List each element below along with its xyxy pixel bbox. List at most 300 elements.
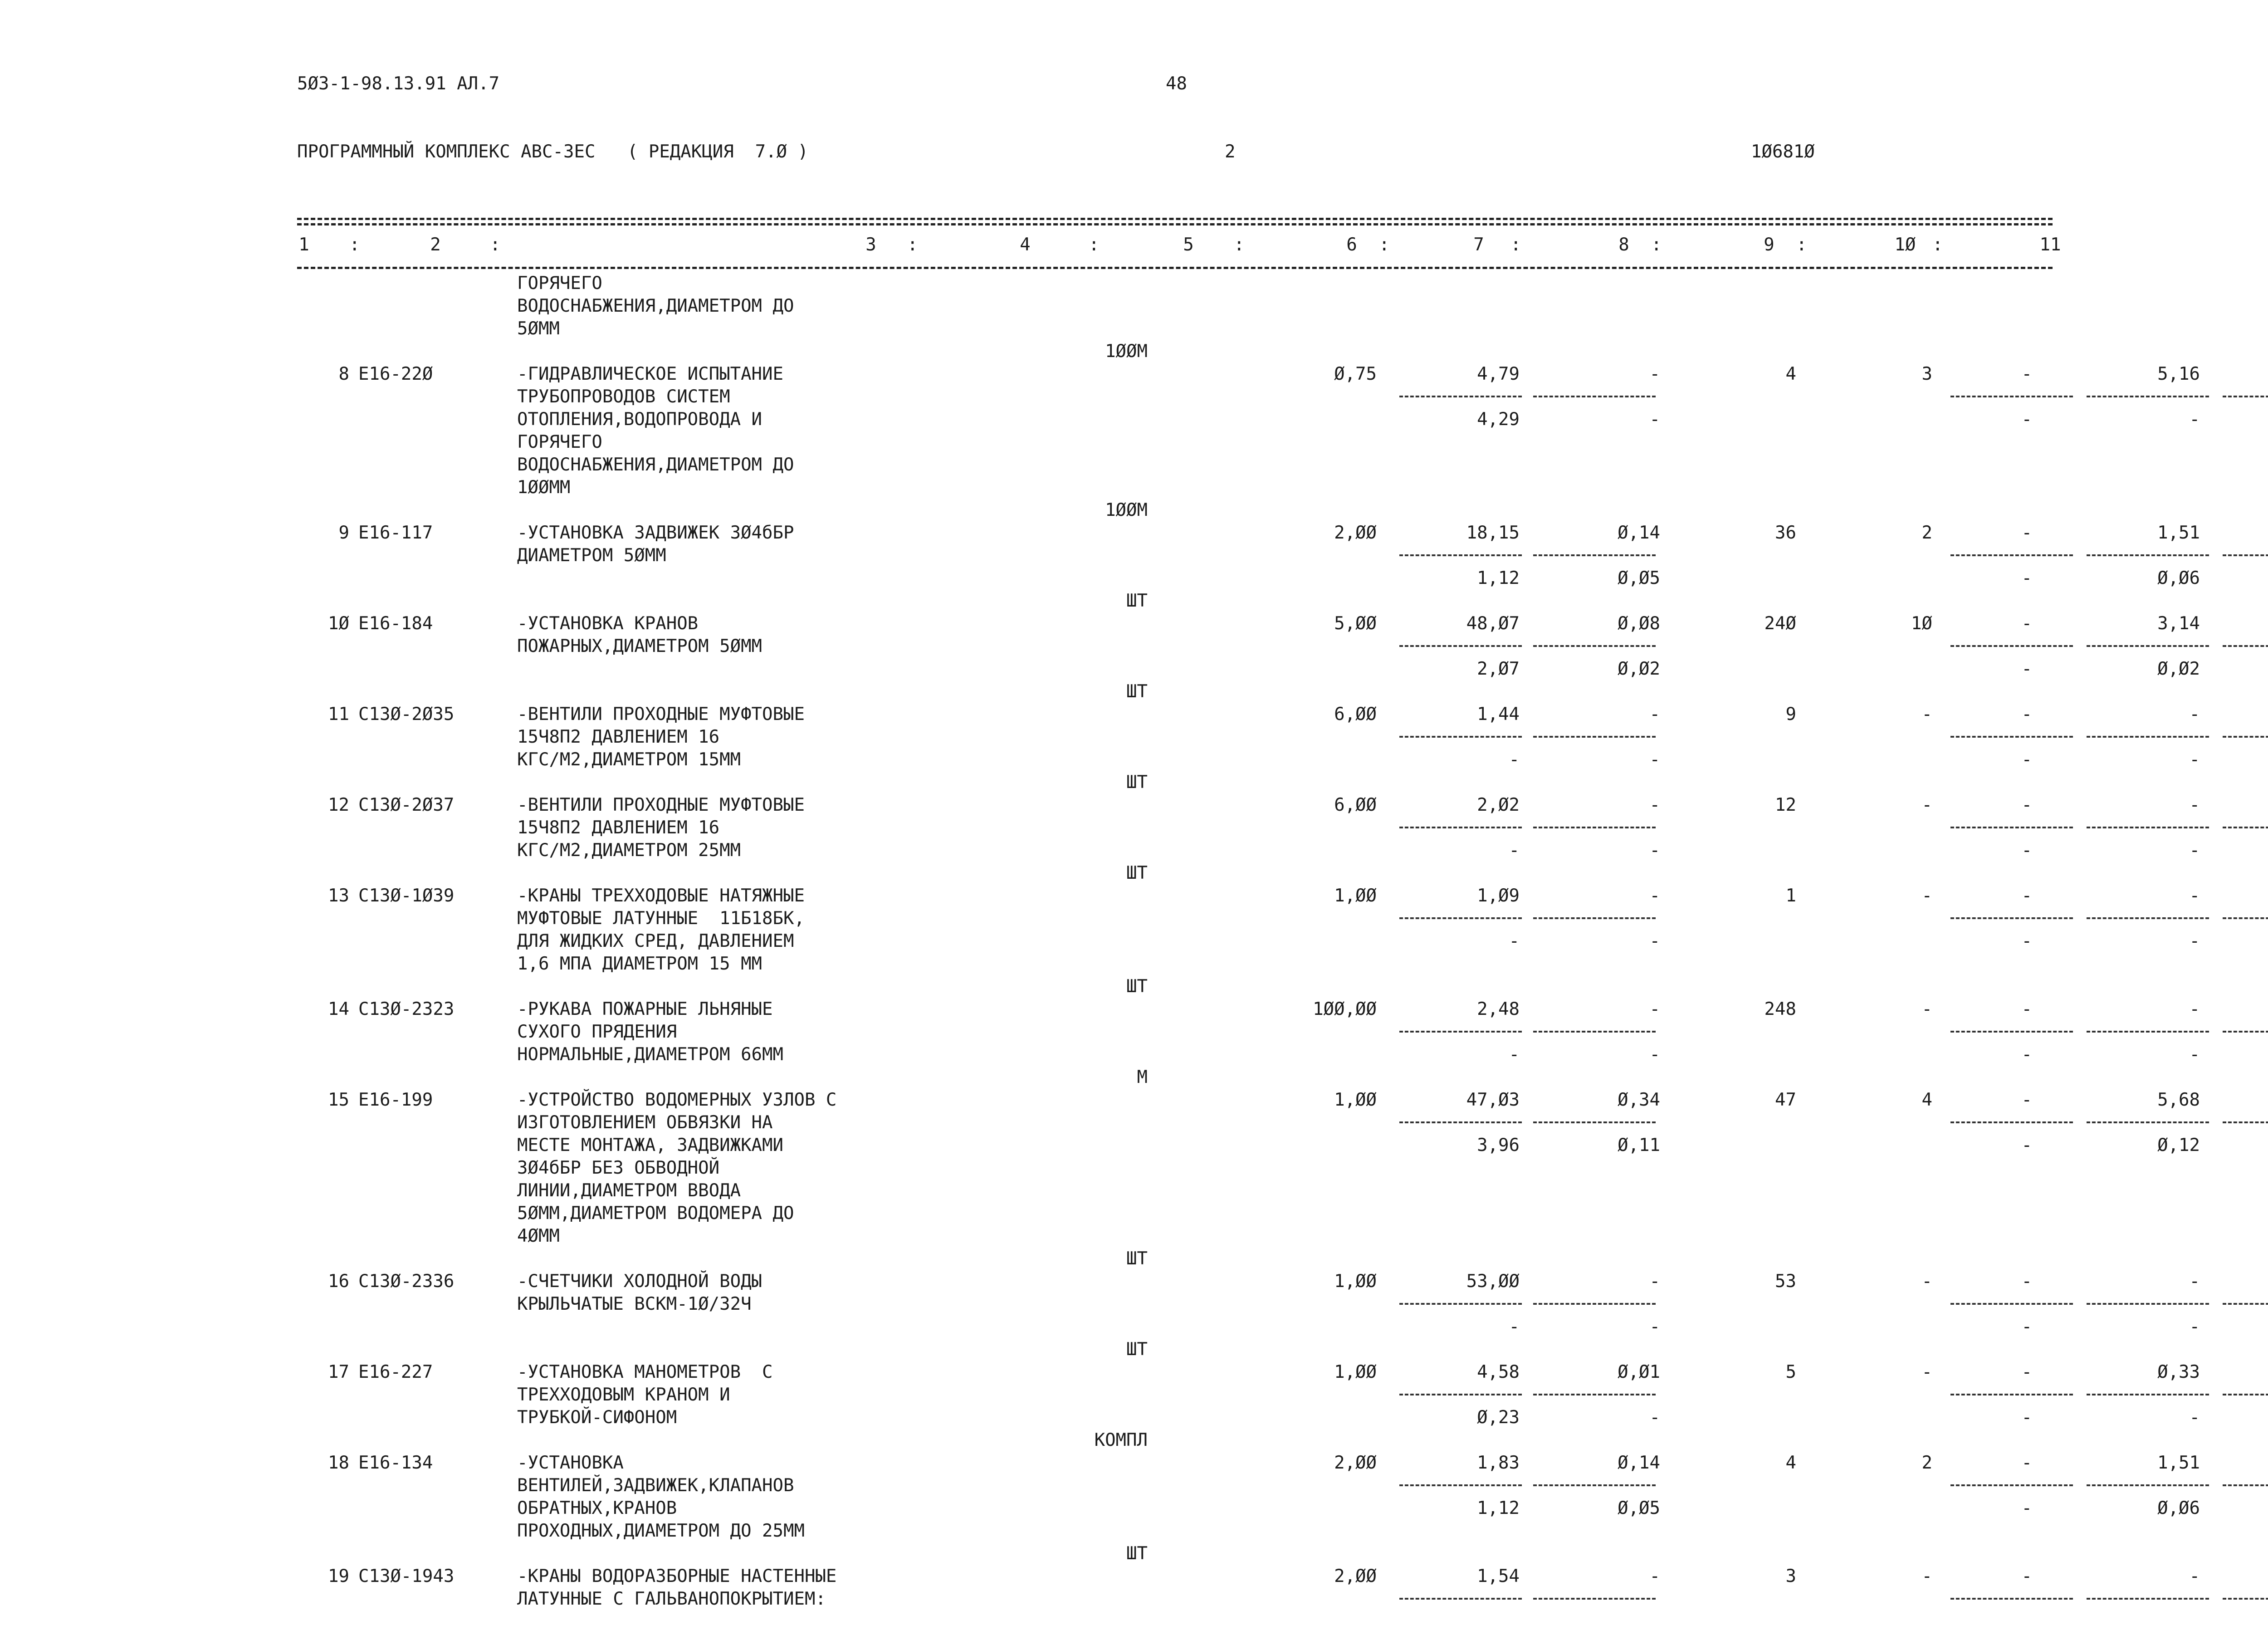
value-c7: 248	[1764, 999, 1796, 1019]
estimate-table	[290, 272, 2200, 1633]
value-c6: -	[1649, 886, 1660, 906]
measure-unit: КОМПЛ	[1094, 1430, 1148, 1450]
subtotal-divider	[1950, 736, 2073, 738]
work-description: -ВЕНТИЛИ ПРОХОДНЫЕ МУФТОВЫЕ	[517, 704, 805, 725]
column-separator: :	[1932, 235, 1943, 255]
subtotal-divider	[2223, 1484, 2268, 1486]
value-c10: 5,16	[2157, 364, 2200, 384]
value-c5-secondary: -	[1509, 1317, 1520, 1337]
unit-line	[290, 1248, 2059, 1270]
program-title: ПРОГРАММНЫЙ КОМПЛЕКС АВС-3ЕС ( РЕДАКЦИЯ 7.Ø )	[297, 142, 809, 162]
work-description: ВОДОСНАБЖЕНИЯ,ДИАМЕТРОМ ДО	[517, 296, 794, 316]
work-description: -УСТАНОВКА МАНОМЕТРОВ С	[517, 1362, 773, 1382]
work-description: НОРМАЛЬНЫЕ,ДИАМЕТРОМ 66ММ	[517, 1044, 783, 1065]
value-c6-secondary: -	[1649, 1407, 1660, 1428]
value-c10: 1,51	[2157, 523, 2200, 543]
value-c6-secondary: -	[1649, 931, 1660, 951]
subtotal-divider	[2223, 645, 2268, 647]
value-c6-secondary: Ø,Ø2	[1618, 659, 1660, 679]
table-row	[290, 1565, 2200, 1633]
subtotal-divider	[2223, 1598, 2268, 1600]
row-line	[290, 1270, 2200, 1293]
value-c6: -	[1649, 1271, 1660, 1292]
table-row	[290, 1270, 2200, 1361]
value-c10: 5,68	[2157, 1090, 2200, 1110]
value-c5-secondary: -	[1509, 749, 1520, 770]
subtotal-divider	[1950, 1121, 2073, 1123]
value-c11	[2214, 612, 2268, 635]
value-c7: 9	[1785, 704, 1796, 725]
row-number: 14	[328, 999, 349, 1019]
value-c7: 53	[1775, 1271, 1796, 1292]
row-line	[290, 1180, 2059, 1202]
subtotal-divider	[1950, 917, 2073, 919]
value-c6: Ø,14	[1618, 523, 1660, 543]
value-c11-secondary	[2214, 1406, 2268, 1429]
subtotal-divider	[1399, 396, 1522, 397]
value-c9-secondary: -	[2021, 1135, 2032, 1155]
value-c10-secondary: Ø,Ø2	[2157, 659, 2200, 679]
unit-line	[290, 1066, 2059, 1089]
work-description: ДЛЯ ЖИДКИХ СРЕД, ДАВЛЕНИЕМ	[517, 931, 794, 951]
value-c8: 3	[1921, 364, 1932, 384]
work-description: 5ØММ	[517, 318, 560, 339]
work-description: 5ØММ,ДИАМЕТРОМ ВОДОМЕРА ДО	[517, 1203, 794, 1224]
subtotal-divider	[1399, 1303, 1522, 1305]
value-c8: 2	[1921, 1453, 1932, 1473]
row-line	[290, 567, 2200, 590]
subtotal-divider	[1399, 645, 1522, 647]
value-c6-secondary: Ø,Ø5	[1618, 1498, 1660, 1518]
value-c9: -	[2021, 523, 2032, 543]
value-c9-secondary: -	[2021, 409, 2032, 430]
value-c10-secondary: -	[2189, 840, 2200, 861]
row-line	[290, 1202, 2059, 1225]
table-row	[290, 794, 2200, 885]
unit-line	[290, 680, 2059, 703]
work-description: ГОРЯЧЕГО	[517, 432, 602, 452]
value-c10-secondary: Ø,Ø6	[2157, 568, 2200, 588]
work-description: 15Ч8П2 ДАВЛЕНИЕМ 16	[517, 818, 720, 838]
work-description: ТРУБОПРОВОДОВ СИСТЕМ	[517, 387, 730, 407]
value-c11	[2214, 703, 2268, 726]
work-description: 1ØØММ	[517, 477, 571, 498]
subtotal-divider	[2087, 736, 2209, 738]
value-c11	[2214, 885, 2268, 907]
value-c5: 1,54	[1477, 1566, 1520, 1586]
row-line	[290, 612, 2200, 635]
table-header-rule	[297, 267, 2053, 269]
value-c9: -	[2021, 886, 2032, 906]
work-description: ЛАТУННЫЕ С ГАЛЬВАНОПОКРЫТИЕМ:	[517, 1589, 826, 1609]
row-line	[290, 635, 2059, 658]
unit-line	[290, 590, 2059, 612]
row-line	[290, 726, 2059, 749]
row-line	[290, 295, 2059, 318]
rate-code: Е16-22Ø	[358, 364, 433, 384]
value-c5: 4,58	[1477, 1362, 1520, 1382]
row-line	[290, 522, 2200, 544]
subtotal-divider	[1950, 1031, 2073, 1033]
document-number: 1Ø681Ø	[1751, 142, 1815, 162]
subtotal-divider	[2087, 1484, 2209, 1486]
page-number: 48	[1166, 73, 1187, 94]
table-top-rule-2	[297, 223, 2053, 225]
row-number: 19	[328, 1566, 349, 1586]
row-line	[290, 1452, 2200, 1474]
row-line	[290, 272, 2059, 295]
row-line	[290, 363, 2200, 386]
value-c7: 5	[1785, 1362, 1796, 1382]
value-c5-secondary: 1,12	[1477, 568, 1520, 588]
work-description: ИЗГОТОВЛЕНИЕМ ОБВЯЗКИ НА	[517, 1112, 773, 1133]
value-c6: -	[1649, 795, 1660, 815]
value-c7: 4	[1785, 1453, 1796, 1473]
subtotal-divider	[1533, 917, 1656, 919]
subtotal-divider	[2223, 396, 2268, 397]
value-c6: Ø,Ø1	[1618, 1362, 1660, 1382]
row-line	[290, 658, 2200, 680]
row-line	[290, 1520, 2059, 1542]
work-description: ТРУБКОЙ-СИФОНОМ	[517, 1407, 677, 1428]
measure-unit: 1ØØМ	[1105, 341, 1148, 362]
work-description: 3Ø4бБР БЕЗ ОБВОДНОЙ	[517, 1158, 720, 1178]
value-c9: -	[2021, 1453, 2032, 1473]
value-c5: 18,15	[1466, 523, 1520, 543]
work-description: 1,6 МПА ДИАМЕТРОМ 15 ММ	[517, 954, 763, 974]
value-c9: -	[2021, 1271, 2032, 1292]
row-number: 18	[328, 1453, 349, 1473]
subtotal-divider	[1950, 1303, 2073, 1305]
value-c8: -	[1921, 886, 1932, 906]
value-c5: 1,44	[1477, 704, 1520, 725]
value-c11	[2214, 1565, 2268, 1588]
value-c6: -	[1649, 364, 1660, 384]
value-c6: Ø,14	[1618, 1453, 1660, 1473]
row-line	[290, 1588, 2059, 1611]
value-c11	[2214, 1089, 2268, 1111]
row-line	[290, 1021, 2059, 1043]
work-description: ГОРЯЧЕГО	[517, 273, 602, 294]
row-line	[290, 839, 2200, 862]
subtotal-divider	[1533, 396, 1656, 397]
row-line	[290, 431, 2059, 454]
subtotal-divider	[1399, 554, 1522, 556]
subtotal-divider	[2223, 1121, 2268, 1123]
value-c8: -	[1921, 999, 1932, 1019]
value-c5: 48,Ø7	[1466, 613, 1520, 634]
work-description: ДИАМЕТРОМ 5ØММ	[517, 545, 666, 566]
subtotal-divider	[1533, 554, 1656, 556]
table-row	[290, 1361, 2200, 1452]
value-c8: -	[1921, 704, 1932, 725]
subtotal-divider	[2087, 1121, 2209, 1123]
value-c10: 1,51	[2157, 1453, 2200, 1473]
work-description: ОТОПЛЕНИЯ,ВОДОПРОВОДА И	[517, 409, 763, 430]
row-line	[290, 1316, 2200, 1338]
subtotal-divider	[2087, 1598, 2209, 1600]
rate-code: С13Ø-2323	[358, 999, 455, 1019]
work-description: -РУКАВА ПОЖАРНЫЕ ЛЬНЯНЫЕ	[517, 999, 773, 1019]
value-c4: 6,ØØ	[1334, 795, 1377, 815]
subtotal-divider	[1533, 1394, 1656, 1395]
subtotal-divider	[1399, 827, 1522, 828]
value-c6: -	[1649, 999, 1660, 1019]
value-c4: 2,ØØ	[1334, 1453, 1377, 1473]
value-c9-secondary: -	[2021, 1044, 2032, 1065]
unit-line	[290, 1542, 2059, 1565]
value-c10: -	[2189, 1271, 2200, 1292]
value-c6-secondary: Ø,11	[1618, 1135, 1660, 1155]
work-description: ТРЕХХОДОВЫМ КРАНОМ И	[517, 1385, 730, 1405]
measure-unit: ШТ	[1126, 772, 1148, 793]
value-c10-secondary: -	[2189, 1044, 2200, 1065]
table-row	[290, 703, 2200, 794]
measure-unit: ШТ	[1126, 591, 1148, 611]
work-description: ВЕНТИЛЕЙ,ЗАДВИЖЕК,КЛАПАНОВ	[517, 1475, 794, 1496]
value-c11	[2214, 363, 2268, 386]
value-c7: 36	[1775, 523, 1796, 543]
column-separator: :	[349, 235, 360, 255]
value-c5: 4,79	[1477, 364, 1520, 384]
row-line	[290, 1293, 2059, 1316]
value-c4: 2,ØØ	[1334, 523, 1377, 543]
row-line	[290, 953, 2059, 975]
value-c7: 24Ø	[1764, 613, 1796, 634]
work-description: СУХОГО ПРЯДЕНИЯ	[517, 1022, 677, 1042]
unit-line	[290, 340, 2059, 363]
value-c10: -	[2189, 704, 2200, 725]
value-c7: 4	[1785, 364, 1796, 384]
table-row	[290, 1452, 2200, 1565]
column-header-7: 7	[1473, 235, 1484, 255]
value-c5-secondary: -	[1509, 1044, 1520, 1065]
value-c9-secondary: -	[2021, 1498, 2032, 1518]
subtotal-divider	[1950, 827, 2073, 828]
row-number: 13	[328, 886, 349, 906]
subtotal-divider	[1533, 1484, 1656, 1486]
row-number: 17	[328, 1362, 349, 1382]
value-c4: 1,ØØ	[1334, 886, 1377, 906]
value-c5: 2,Ø2	[1477, 795, 1520, 815]
value-c4: 1,ØØ	[1334, 1271, 1377, 1292]
value-c10-secondary: Ø,Ø6	[2157, 1498, 2200, 1518]
column-header-5: 5	[1183, 235, 1194, 255]
subtotal-divider	[2223, 1031, 2268, 1033]
column-separator: :	[490, 235, 501, 255]
value-c6: -	[1649, 704, 1660, 725]
subtotal-divider	[1950, 1598, 2073, 1600]
subtotal-divider	[2087, 1031, 2209, 1033]
value-c10: -	[2189, 795, 2200, 815]
row-number: 11	[328, 704, 349, 725]
value-c4: 5,ØØ	[1334, 613, 1377, 634]
value-c8: -	[1921, 1362, 1932, 1382]
work-description: -УСТАНОВКА КРАНОВ	[517, 613, 699, 634]
work-description: -КРАНЫ ТРЕХХОДОВЫЕ НАТЯЖНЫЕ	[517, 886, 805, 906]
row-line	[290, 817, 2059, 839]
value-c11-secondary	[2214, 749, 2268, 771]
row-line	[290, 1089, 2200, 1111]
table-row	[290, 522, 2200, 612]
work-description: МУФТОВЫЕ ЛАТУННЫЕ 11Б18БК,	[517, 908, 805, 929]
work-description: ЛИНИИ,ДИАМЕТРОМ ВВОДА	[517, 1180, 741, 1201]
row-line	[290, 544, 2059, 567]
subtotal-divider	[1950, 396, 2073, 397]
value-c5: 2,48	[1477, 999, 1520, 1019]
value-c9: -	[2021, 1362, 2032, 1382]
work-description: 15Ч8П2 ДАВЛЕНИЕМ 16	[517, 727, 720, 747]
value-c5-secondary: 3,96	[1477, 1135, 1520, 1155]
column-header-row	[290, 234, 2059, 256]
subtotal-divider	[2087, 917, 2209, 919]
value-c6-secondary: Ø,Ø5	[1618, 568, 1660, 588]
value-c6-secondary: -	[1649, 1044, 1660, 1065]
value-c5: 47,Ø3	[1466, 1090, 1520, 1110]
subtotal-divider	[2087, 554, 2209, 556]
unit-line	[290, 499, 2059, 522]
row-number: 15	[328, 1090, 349, 1110]
value-c10-secondary: -	[2189, 931, 2200, 951]
value-c9: -	[2021, 1090, 2032, 1110]
value-c4: 1ØØ,ØØ	[1313, 999, 1377, 1019]
value-c9: -	[2021, 795, 2032, 815]
value-c9: -	[2021, 613, 2032, 634]
unit-line	[290, 862, 2059, 885]
value-c11-secondary	[2214, 930, 2268, 953]
table-row	[290, 998, 2200, 1089]
value-c11-secondary	[2214, 839, 2268, 862]
row-line	[290, 1611, 2059, 1633]
column-header-1: 1	[298, 235, 309, 255]
value-c11-secondary	[2214, 658, 2268, 680]
value-c10-secondary: -	[2189, 749, 2200, 770]
table-row	[290, 612, 2200, 703]
row-line	[290, 386, 2059, 408]
work-description: КРЫЛЬЧАТЫЕ ВСКМ-1Ø/32Ч	[517, 1294, 752, 1314]
subtotal-divider	[1533, 827, 1656, 828]
value-c6-secondary: -	[1649, 749, 1660, 770]
subtotal-divider	[1533, 1121, 1656, 1123]
subtotal-divider	[1399, 1121, 1522, 1123]
row-line	[290, 1361, 2200, 1384]
column-header-10: 1Ø	[1894, 235, 1916, 255]
measure-unit: ШТ	[1126, 1248, 1148, 1269]
subtotal-divider	[2087, 827, 2209, 828]
value-c8: -	[1921, 1566, 1932, 1586]
value-c11-secondary	[2214, 1043, 2268, 1066]
subtotal-divider	[1950, 645, 2073, 647]
subtotal-divider	[1533, 645, 1656, 647]
column-separator: :	[1379, 235, 1390, 255]
measure-unit: ШТ	[1126, 681, 1148, 702]
table-row	[290, 885, 2200, 998]
row-line	[290, 476, 2059, 499]
value-c11	[2214, 998, 2268, 1021]
sheet-number: 2	[1225, 142, 1236, 162]
measure-unit: ШТ	[1126, 976, 1148, 997]
work-description: 4ØММ	[517, 1226, 560, 1246]
value-c11-secondary	[2214, 408, 2268, 431]
value-c7: 12	[1775, 795, 1796, 815]
column-header-2: 2	[430, 235, 441, 255]
row-number: 16	[328, 1271, 349, 1292]
value-c11-secondary	[2214, 1134, 2268, 1157]
value-c8: 2	[1921, 523, 1932, 543]
rate-code: С13Ø-1Ø39	[358, 886, 455, 906]
subtotal-divider	[2223, 736, 2268, 738]
value-c10-secondary: -	[2189, 1317, 2200, 1337]
value-c5-secondary: Ø,23	[1477, 1407, 1520, 1428]
value-c5-secondary: 4,29	[1477, 409, 1520, 430]
work-description: КГС/М2,ДИАМЕТРОМ 25ММ	[517, 840, 741, 861]
table-top-rule	[297, 218, 2053, 220]
table-row	[290, 1089, 2200, 1270]
column-separator: :	[1651, 235, 1662, 255]
row-line	[290, 930, 2200, 953]
value-c7: 3	[1785, 1566, 1796, 1586]
value-c6-secondary: -	[1649, 840, 1660, 861]
value-c9-secondary: -	[2021, 568, 2032, 588]
rate-code: С13Ø-1943	[358, 1566, 455, 1586]
subtotal-divider	[1399, 1394, 1522, 1395]
subtotal-divider	[1399, 736, 1522, 738]
table-row	[290, 272, 2059, 363]
measure-unit: ШТ	[1126, 1543, 1148, 1564]
subtotal-divider	[1533, 736, 1656, 738]
value-c7: 1	[1785, 886, 1796, 906]
value-c11	[2214, 1270, 2268, 1293]
value-c6-secondary: -	[1649, 1317, 1660, 1337]
subtotal-divider	[1399, 1031, 1522, 1033]
column-header-3: 3	[865, 235, 876, 255]
measure-unit: М	[1137, 1067, 1148, 1087]
row-line	[290, 1111, 2059, 1134]
subtotal-divider	[2223, 827, 2268, 828]
row-number: 8	[338, 364, 349, 384]
document-code: 5Ø3-1-98.13.91 АЛ.7	[297, 73, 500, 94]
row-line	[290, 1474, 2059, 1497]
subtotal-divider	[2223, 554, 2268, 556]
value-c11	[2214, 794, 2268, 817]
row-line	[290, 1134, 2200, 1157]
value-c9-secondary: -	[2021, 1407, 2032, 1428]
value-c5: 1,83	[1477, 1453, 1520, 1473]
value-c9-secondary: -	[2021, 840, 2032, 861]
row-line	[290, 749, 2200, 771]
value-c10: Ø,33	[2157, 1362, 2200, 1382]
value-c10-secondary: -	[2189, 409, 2200, 430]
work-description: ВОДОСНАБЖЕНИЯ,ДИАМЕТРОМ ДО	[517, 455, 794, 475]
row-line	[290, 1384, 2059, 1406]
value-c4: Ø,75	[1334, 364, 1377, 384]
value-c10-secondary: -	[2189, 1407, 2200, 1428]
subtotal-divider	[1533, 1598, 1656, 1600]
value-c8: -	[1921, 795, 1932, 815]
work-description: ПОЖАРНЫХ,ДИАМЕТРОМ 5ØММ	[517, 636, 763, 656]
row-line	[290, 408, 2200, 431]
value-c4: 1,ØØ	[1334, 1362, 1377, 1382]
rate-code: Е16-184	[358, 613, 433, 634]
row-line	[290, 907, 2059, 930]
row-line	[290, 1225, 2059, 1248]
table-row	[290, 363, 2200, 522]
rate-code: Е16-199	[358, 1090, 433, 1110]
work-description: -КРАНЫ ВОДОРАЗБОРНЫЕ НАСТЕННЫЕ	[517, 1566, 837, 1586]
row-number: 9	[338, 523, 349, 543]
value-c4: 1,ØØ	[1334, 1090, 1377, 1110]
unit-line	[290, 1338, 2059, 1361]
